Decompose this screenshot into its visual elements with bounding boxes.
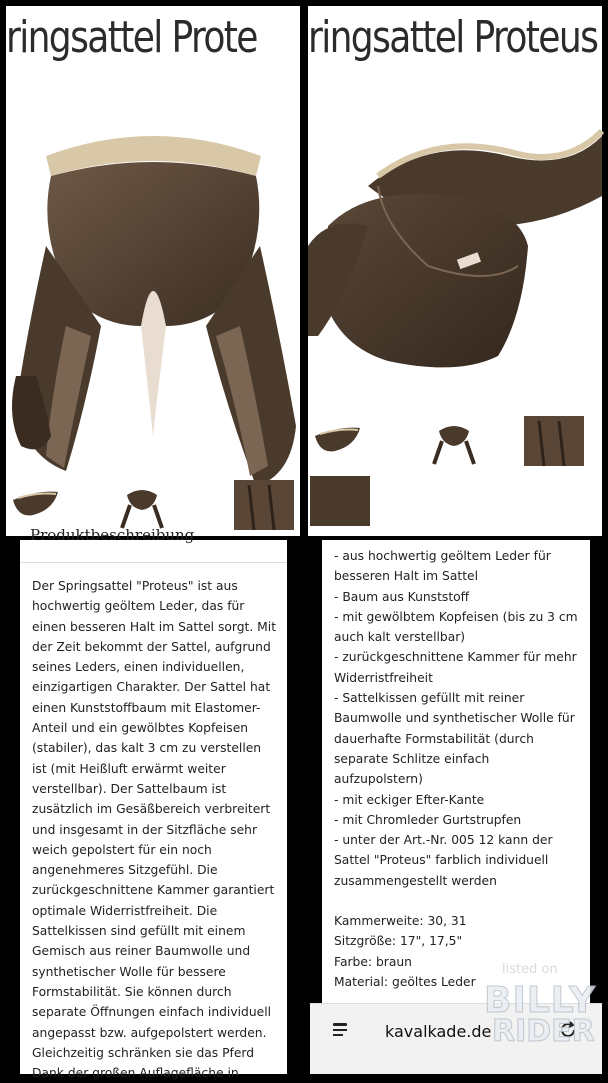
spec-item: Material: geöltes Leder (334, 974, 476, 989)
list-item: - mit gewölbtem Kopfeisen (bis zu 3 cm auch kalt verstellbar) (334, 609, 578, 645)
description-panel (20, 526, 287, 1081)
image-panel-front (6, 6, 300, 536)
spacer (334, 891, 582, 911)
list-item: - unter der Art.-Nr. 005 12 kann der Sattel "Proteus" farblich individuell zusammengestellt werden (334, 833, 553, 888)
billy-rider-watermark (444, 958, 597, 1049)
saddle-front-image (6, 76, 300, 536)
list-item: - mit eckiger Efter-Kante (334, 792, 485, 807)
description-heading: Produktbeschreibung (30, 526, 195, 544)
feature-list (334, 546, 582, 992)
thumbnail-detail[interactable] (524, 416, 584, 466)
watermark-brand-2: RIDER (492, 1014, 595, 1049)
thumbnail-side[interactable] (310, 416, 370, 466)
thumbnail-front[interactable] (112, 480, 172, 530)
thumbnail-front[interactable] (424, 416, 484, 466)
spec-item: Kammerweite: 30, 31 (334, 914, 467, 929)
watermark-brand-1: BILLY (484, 980, 597, 1021)
product-title-fragment: ringsattel Prote (6, 12, 257, 63)
list-item: - aus hochwertig geöltem Leder für besseren Halt im Sattel (334, 549, 551, 584)
reader-icon[interactable] (330, 1020, 350, 1040)
saddle-side-image (308, 76, 602, 436)
url-text[interactable]: kavalkade.de (385, 1022, 492, 1041)
watermark-listed: listed on (502, 962, 558, 977)
features-panel (322, 540, 597, 1074)
divider (20, 562, 287, 563)
description-text: Der Springsattel "Proteus" ist aus hochwertig geöltem Leder, das für einen besseren Halt im Sattel sorgt. Mit der Zeit bekommt der Sattel, aufgrund seines Leders, einen individuellen, einzigartigen Charakter. Der Sattel hat einen Kunststoffbaum mit Elastomer-Anteil und ein gewölbtes Kopfeisen (stabiler), das kalt 3 cm zu verstellen ist (mit Heißluft erwärmt weiter verstellbar). Der Sattelbaum ist zusätzlich im Gesäßbereich verbreitert und insgesamt in der Sitzfläche sehr weich gepolstert für ein noch angenehmeres Sitzgefühl. Die zurückgeschnittene Kammer garantiert optimale Widerristfreiheit. Die Sattelkissen sind gefüllt mit einem Gemisch aus reiner Baumwolle und synthetischer Wolle für bessere Formstabilität. Sie können durch separate Öffnungen einfach individuell angepasst bzw. aufgepolstert werden. Gleichzeitig schränken sie das Pferd Dank der großen Auflagefläche in (32, 579, 277, 1081)
spec-item: Sitzgröße: 17", 17,5" (334, 934, 463, 949)
thumbnail-extra[interactable] (310, 476, 370, 526)
list-item: - Baum aus Kunststoff (334, 589, 470, 604)
list-item: - zurückgeschnittene Kammer für mehr Widerristfreiheit (334, 650, 577, 685)
image-panel-side (308, 6, 602, 536)
product-title-fragment: ringsattel Proteus (308, 12, 598, 63)
list-item: - Sattelkissen gefüllt mit reiner Baumwolle und synthetischer Wolle für dauerhafte Formstabilität (durch separate Schlitze einfach aufzupolstern) (334, 691, 575, 787)
thumbnail-side[interactable] (8, 480, 68, 530)
thumbnail-detail[interactable] (234, 480, 294, 530)
spec-item: Farbe: braun (334, 954, 412, 969)
list-item: - mit Chromleder Gurtstrupfen (334, 812, 522, 827)
thumbnail-strip (308, 416, 602, 536)
